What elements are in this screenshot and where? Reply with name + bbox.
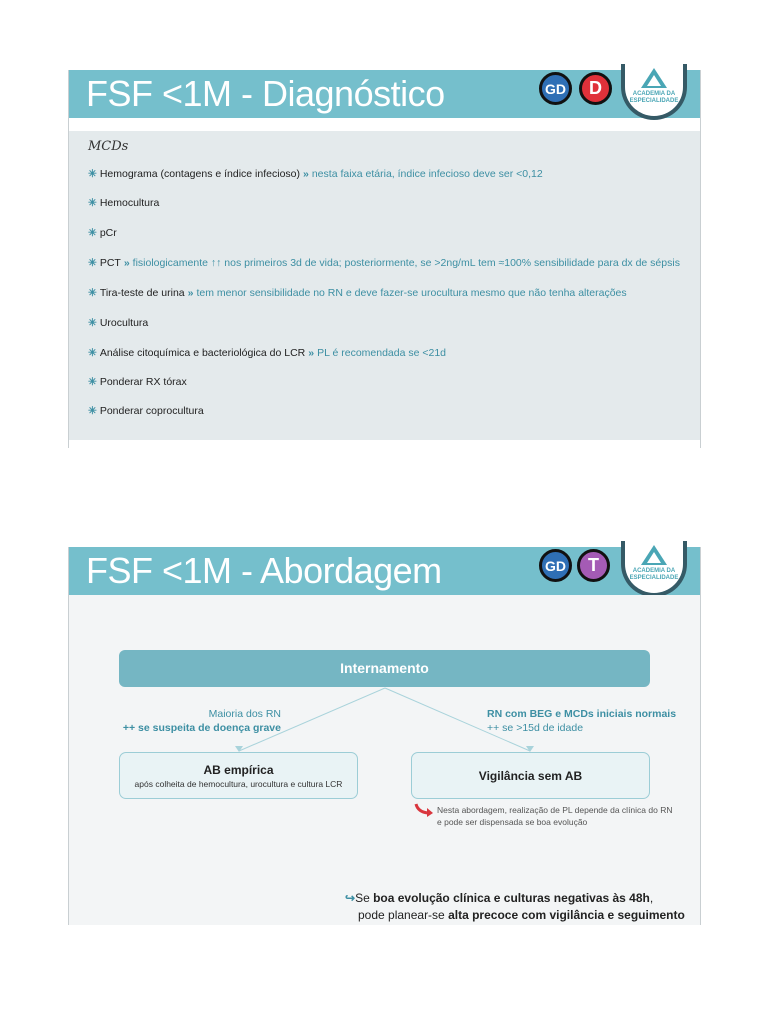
- chevron-right-icon: »: [187, 287, 194, 299]
- left-branch-label: [119, 707, 281, 735]
- conclusion-post1: ,: [649, 891, 654, 905]
- list-item: [88, 405, 204, 417]
- item-note: tem menor sensibilidade no RN e deve fazer-se urocultura mesmo que não tenha alterações: [196, 287, 627, 299]
- item-text: Hemocultura: [99, 197, 160, 209]
- gd-badge-icon: GD: [539, 549, 572, 582]
- conclusion-text: [345, 890, 685, 924]
- box-subtitle: após colheita de hemocultura, urocultura e cultura LCR: [134, 779, 343, 789]
- red-curved-arrow-icon: [414, 802, 434, 818]
- conclusion-bold2: alta precoce com vigilância e seguimento: [448, 908, 685, 922]
- item-note: fisiologicamente ↑↑ nos primeiros 3d de vida; posteriormente, se >2ng/mL tem ≈100% sensibilidade para dx de sépsis: [132, 257, 680, 269]
- list-item: [88, 317, 148, 329]
- item-note: PL é recomendada se <21d: [317, 347, 447, 359]
- internamento-box: Internamento: [119, 650, 650, 687]
- item-text: Ponderar coprocultura: [99, 405, 204, 417]
- slide-title: FSF <1M - Abordagem: [86, 550, 442, 591]
- footnote-line1: Nesta abordagem, realização de PL depende da clínica do RN: [437, 805, 673, 815]
- content-panel: [69, 131, 700, 440]
- chevron-right-icon: »: [303, 168, 309, 180]
- list-item: [88, 376, 187, 388]
- list-item: [88, 197, 159, 209]
- list-item: [88, 287, 627, 299]
- bullet-star-icon: ✳: [88, 287, 97, 299]
- item-text: Tira-teste de urina: [99, 287, 185, 299]
- slide-diagnostico: [68, 70, 701, 448]
- bullet-star-icon: ✳: [88, 317, 97, 329]
- ab-empirica-box: [119, 752, 358, 799]
- section-label: MCDs: [88, 139, 129, 154]
- list-item: [88, 347, 446, 359]
- t-badge-icon: T: [577, 549, 610, 582]
- logo-text: ACADEMIA DA ESPECIALIDADE: [629, 568, 679, 581]
- item-note: nesta faixa etária, índice infecioso deve ser <0,12: [311, 168, 543, 180]
- d-badge-icon: D: [579, 72, 612, 105]
- item-text: pCr: [99, 227, 117, 239]
- chevron-right-icon: »: [123, 257, 130, 269]
- bullet-star-icon: ✳: [88, 376, 97, 388]
- box-title: AB empírica: [203, 763, 274, 777]
- slide-header: [69, 70, 700, 118]
- list-item: [88, 227, 117, 239]
- slide-title: FSF <1M - Diagnóstico: [86, 73, 445, 114]
- slide-abordagem: [68, 547, 701, 925]
- item-text: Ponderar RX tórax: [99, 376, 187, 388]
- gd-badge-icon: GD: [539, 72, 572, 105]
- conclusion-pre1: Se: [355, 891, 374, 905]
- list-item: [88, 257, 680, 269]
- conclusion-bold1: boa evolução clínica e culturas negativas às 48h: [373, 891, 650, 905]
- item-text: Hemograma (contagens e índice infecioso): [99, 168, 300, 180]
- item-text: Urocultura: [99, 317, 149, 329]
- bullet-star-icon: ✳: [88, 168, 97, 180]
- box-title: Vigilância sem AB: [478, 769, 583, 783]
- list-item: [88, 168, 543, 180]
- right-branch-label: [487, 707, 677, 735]
- chevron-right-icon: »: [308, 347, 315, 359]
- bullet-star-icon: ✳: [88, 347, 97, 359]
- logo-text: ACADEMIA DA ESPECIALIDADE: [629, 91, 679, 104]
- conclusion-pre2: pode planear-se: [358, 908, 449, 922]
- footnote-line2: e pode ser dispensada se boa evolução: [437, 817, 588, 827]
- vigilancia-box: [411, 752, 650, 799]
- logo-mark-icon: [641, 68, 667, 88]
- bullet-star-icon: ✳: [88, 227, 97, 239]
- item-text: PCT: [99, 257, 121, 269]
- bullet-star-icon: ✳: [88, 197, 97, 209]
- flow-connectors: [69, 547, 702, 925]
- bullet-star-icon: ✳: [88, 257, 97, 269]
- bullet-star-icon: ✳: [88, 405, 97, 417]
- item-text: Análise citoquímica e bacteriológica do LCR: [99, 347, 306, 359]
- left-branch-line1: Maioria dos RN: [208, 708, 281, 720]
- right-branch-line2: ++ se >15d de idade: [487, 722, 584, 734]
- curved-arrow-icon: ↪: [345, 891, 356, 905]
- footnote: [437, 804, 672, 828]
- academia-logo-icon: [621, 64, 687, 120]
- right-branch-line1: RN com BEG e MCDs iniciais normais: [487, 708, 677, 720]
- left-branch-line2: ++ se suspeita de doença grave: [122, 722, 281, 734]
